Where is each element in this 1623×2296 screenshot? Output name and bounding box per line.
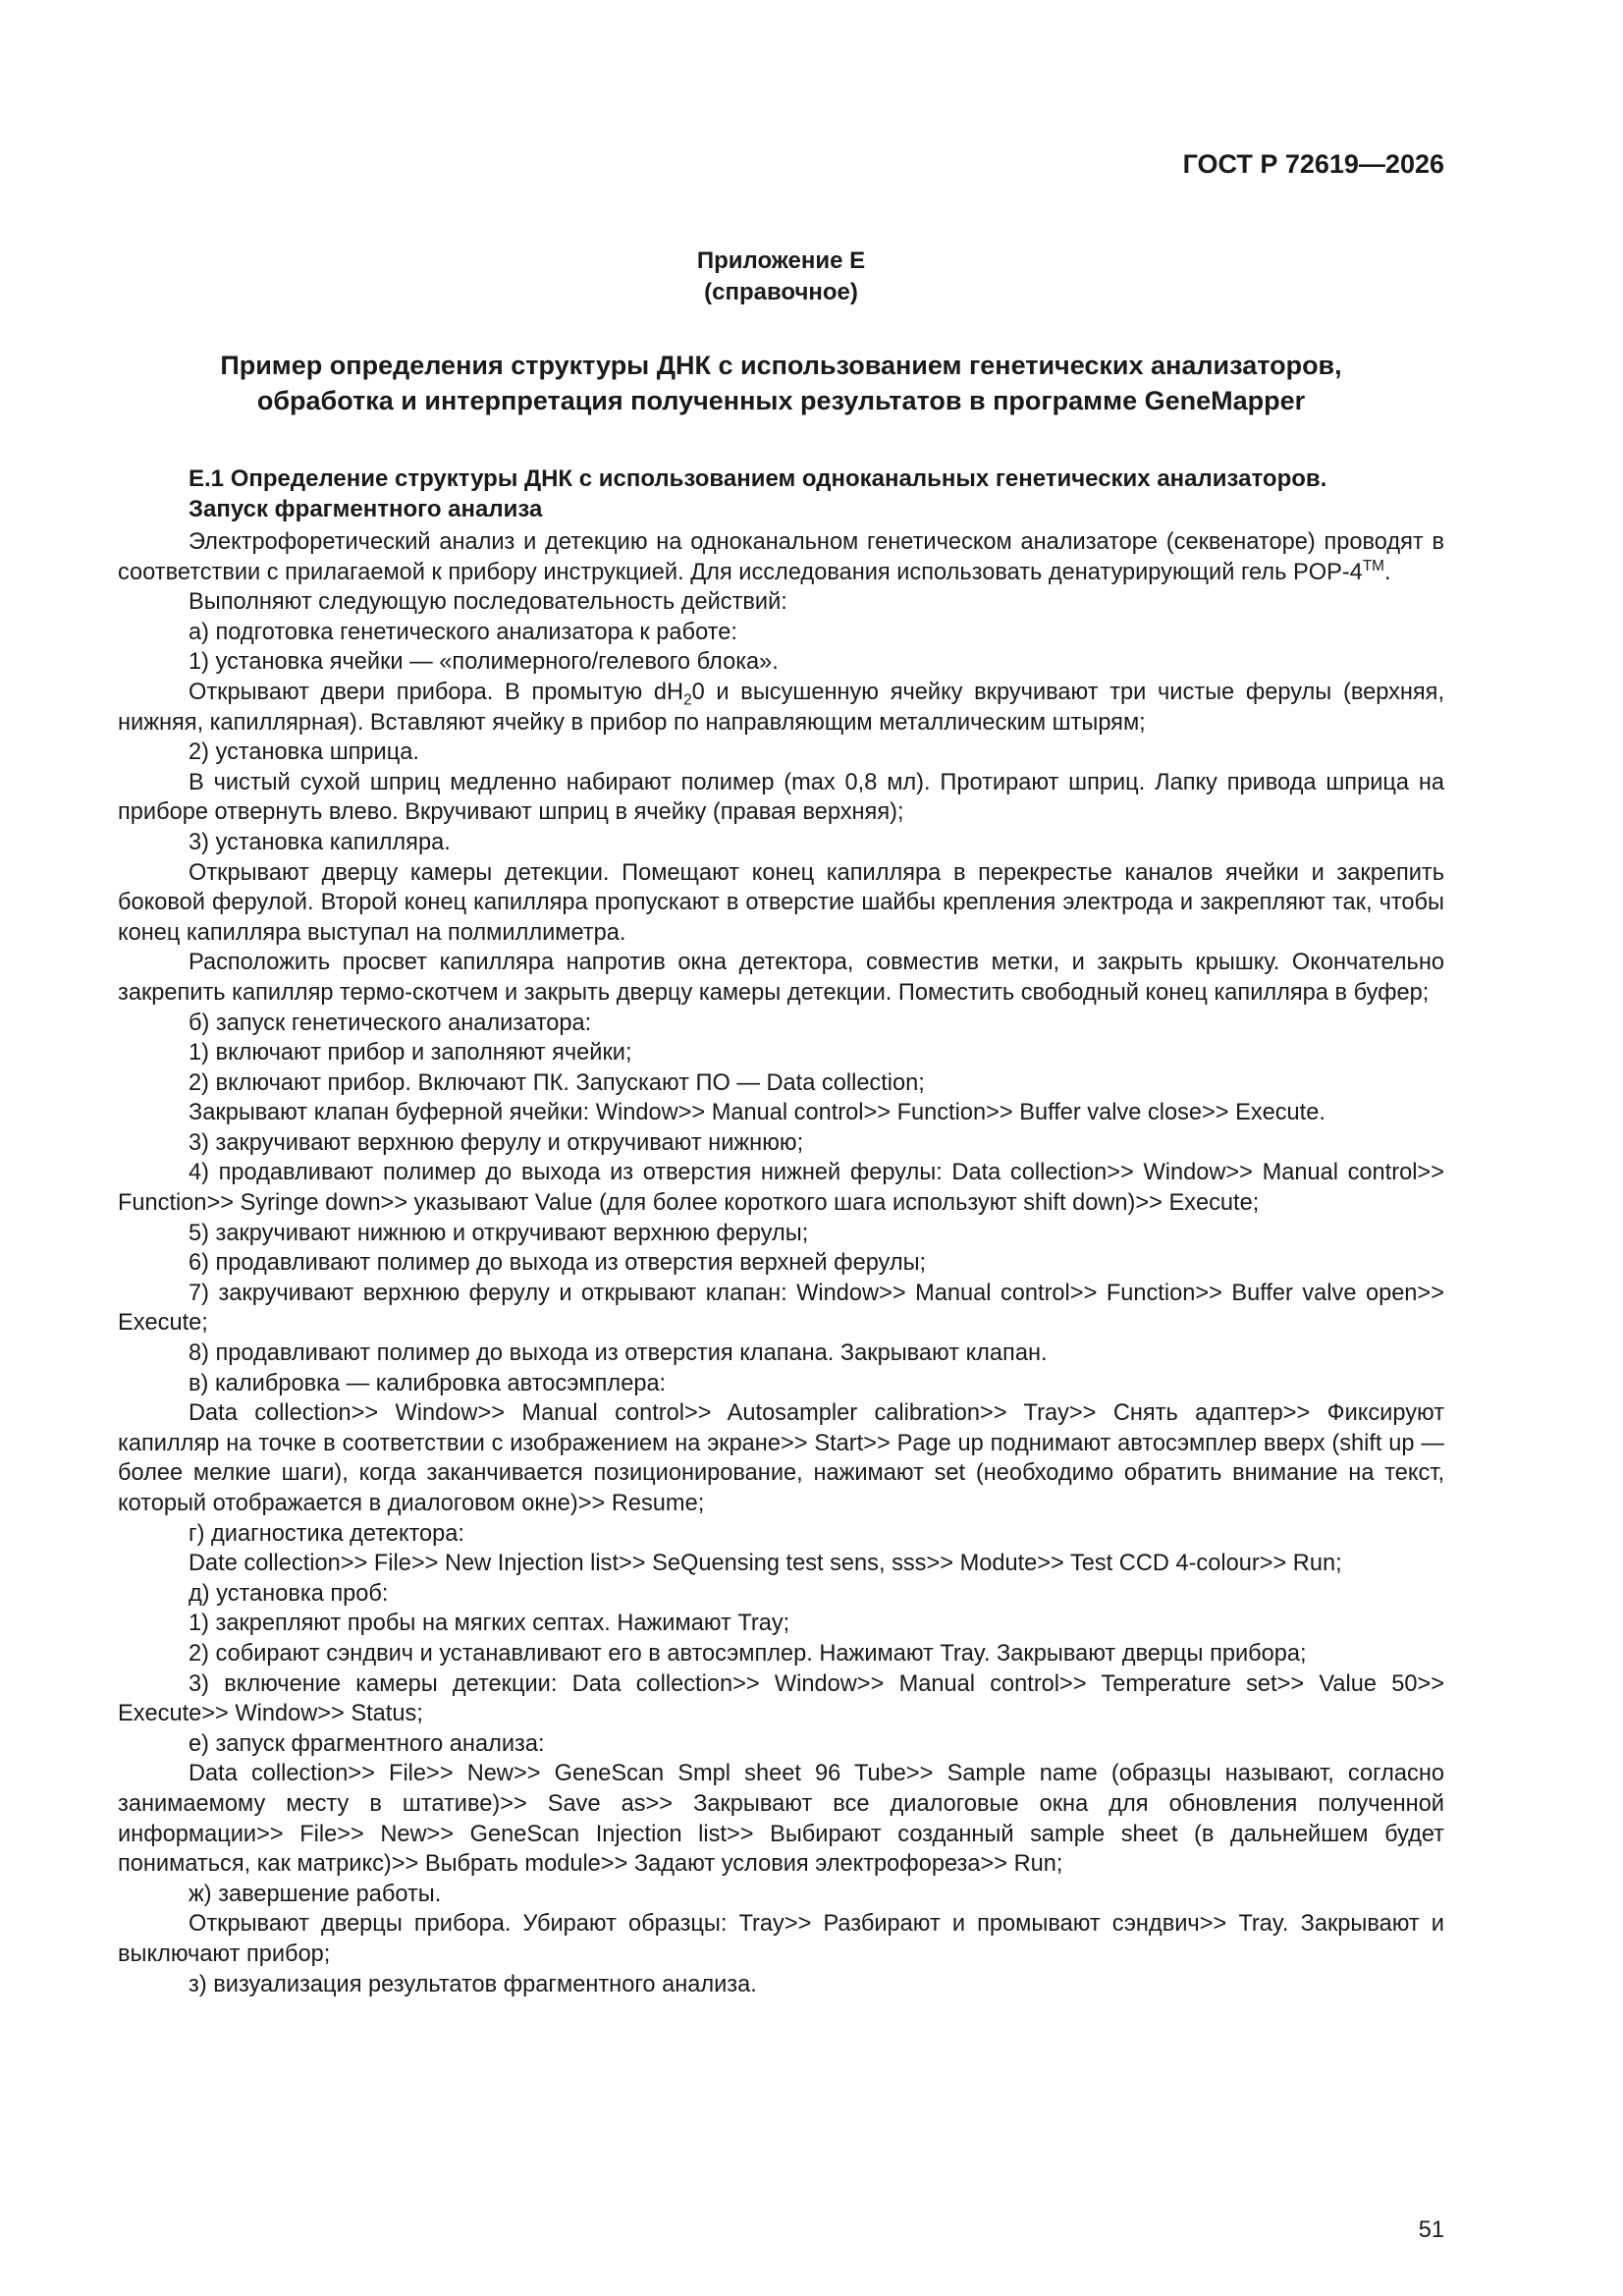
list-item: 2) установка шприца. bbox=[189, 739, 419, 766]
paragraph: Data collection>> Window>> Manual control>> Autosampler calibration>> Tray>> Снять адаптер>> Фиксируют капилляр на точке в соответствии с изображением на экране>> Start>> Page up поднимают автосэмплер вверх (shift up — более мелкие шаги), когда заканчивается позиционирование, нажимают set (необходимо обратить внимание на текст, который отображается в диалоговом окне)>> Resume; bbox=[118, 1400, 1444, 1516]
paragraph bbox=[118, 527, 1444, 587]
annex-title-line-1: Пример определения структуры ДНК с использованием генетических анализаторов, bbox=[220, 351, 1342, 380]
subscript: 2 bbox=[683, 691, 692, 709]
list-item: 1) установка ячейки — «полимерного/гелевого блока». bbox=[189, 649, 779, 676]
paragraph-text: Открывают двери прибора. В промытую dH bbox=[189, 679, 684, 705]
annex-label: Приложение Е bbox=[696, 247, 866, 274]
list-item: з) визуализация результатов фрагментного анализа. bbox=[189, 1971, 757, 1997]
paragraph: Выполняют следующую последовательность действий: bbox=[189, 589, 787, 616]
list-item: 3) установка капилляра. bbox=[189, 829, 451, 855]
list-item: 8) продавливают полимер до выхода из отверстия клапана. Закрывают клапан. bbox=[189, 1340, 1048, 1367]
page-number: 51 bbox=[1418, 2217, 1444, 2243]
list-item: 6) продавливают полимер до выхода из отверстия верхней ферулы; bbox=[189, 1250, 927, 1277]
list-item: 4) продавливают полимер до выхода из отверстия нижней ферулы: Data collection>> Window>> Manual control>> Function>> Syringe down>> указывают Value (для более короткого шага используют shift down)>> Execute; bbox=[118, 1160, 1444, 1217]
list-item: 3) включение камеры детекции: Data collection>> Window>> Manual control>> Temperature set>> Value 50>> Execute>> Window>> Status; bbox=[118, 1670, 1444, 1727]
annex-title-line-2: обработка и интерпретация полученных результатов в программе GeneMapper bbox=[256, 386, 1306, 415]
list-item: б) запуск генетического анализатора: bbox=[189, 1010, 592, 1036]
list-item: 2) включают прибор. Включают ПК. Запускают ПО — Data collection; bbox=[189, 1069, 925, 1096]
list-item: ж) завершение работы. bbox=[189, 1881, 442, 1907]
list-item: 1) закрепляют пробы на мягких септах. Нажимают Tray; bbox=[189, 1611, 790, 1637]
paragraph: В чистый сухой шприц медленно набирают полимер (max 0,8 мл). Протирают шприц. Лапку привода шприца на приборе отвернуть влево. Вкручивают шприц в ячейку (правая верхняя); bbox=[118, 769, 1444, 826]
list-item: в) калибровка — калибровка автосэмплера: bbox=[189, 1370, 667, 1396]
standard-code: ГОСТ Р 72619—2026 bbox=[1182, 149, 1444, 179]
paragraph-text-end: 0 и высушенную ячейку вкручивают три чистые ферулы (верхняя, нижняя, капиллярная). Вставляют ячейку в прибор по направляющим металлическим штырям; bbox=[118, 679, 1445, 736]
list-item: г) диагностика детектора: bbox=[189, 1520, 464, 1547]
paragraph: Закрывают клапан буферной ячейки: Window>> Manual control>> Function>> Buffer valve close>> Execute. bbox=[189, 1100, 1325, 1126]
list-item: 5) закручивают нижнюю и откручивают верхнюю ферулы; bbox=[189, 1220, 809, 1246]
section-heading-line-2: Запуск фрагментного анализа bbox=[189, 496, 543, 522]
paragraph: Date collection>> File>> New Injection list>> SeQuensing test sens, sss>> Modute>> Test CCD 4-colour>> Run; bbox=[189, 1551, 1342, 1577]
section-heading-line-1: Е.1 Определение структуры ДНК с использованием одноканальных генетических анализаторов. bbox=[189, 465, 1327, 492]
paragraph-text: Электрофоретический анализ и детекцию на одноканальном генетическом анализаторе (секвенаторе) проводят в соответствии с прилагаемой к прибору инструкцией. Для исследования использовать денатурирующий гель POP-4 bbox=[118, 529, 1444, 585]
trademark-superscript: TM bbox=[1362, 557, 1384, 574]
list-item: е) запуск фрагментного анализа: bbox=[189, 1730, 545, 1757]
list-item: 3) закручивают верхнюю ферулу и откручивают нижнюю; bbox=[189, 1129, 804, 1156]
list-item: 2) собирают сэндвич и устанавливают его в автосэмплер. Нажимают Tray. Закрывают дверцы прибора; bbox=[189, 1640, 1307, 1667]
paragraph: Открывают дверцы прибора. Убирают образцы: Tray>> Разбирают и промывают сэндвич>> Tray. Закрывают и выключают прибор; bbox=[118, 1911, 1444, 1967]
annex-type: (справочное) bbox=[704, 279, 858, 305]
list-item: д) установка проб: bbox=[189, 1580, 389, 1607]
paragraph: Расположить просвет капилляра напротив окна детектора, совместив метки, и закрыть крышку. Окончательно закрепить капилляр термо-скотчем и закрыть дверцу камеры детекции. Поместить свободный конец капилляра в буфер; bbox=[118, 950, 1444, 1006]
annex-title bbox=[118, 348, 1444, 418]
paragraph-text-end: . bbox=[1383, 559, 1391, 585]
paragraph: Data collection>> File>> New>> GeneScan Smpl sheet 96 Tube>> Sample name (образцы называют, согласно занимаемому месту в штативе)>> Save as>> Закрывают все диалоговые окна для обновления полученной информации>> File>> New>> GeneScan Injection list>> Выбирают созданный sample sheet (в дальнейшем будет пониматься, как матрикс)>> Выбрать module>> Задают условия электрофореза>> Run; bbox=[118, 1761, 1444, 1878]
section-body bbox=[118, 527, 1444, 1999]
section-heading bbox=[118, 464, 1444, 524]
paragraph bbox=[118, 678, 1444, 738]
list-item: а) подготовка генетического анализатора к работе: bbox=[189, 619, 737, 645]
list-item: 7) закручивают верхнюю ферулу и открывают клапан: Window>> Manual control>> Function>> Buffer valve open>> Execute; bbox=[118, 1280, 1444, 1337]
paragraph: Открывают дверцу камеры детекции. Помещают конец капилляра в перекрестье каналов ячейки и закрепить боковой ферулой. Второй конец капилляра пропускают в отверстие шайбы крепления электрода и закрепляют так, чтобы конец капилляра выступал на полмиллиметра. bbox=[118, 859, 1444, 946]
list-item: 1) включают прибор и заполняют ячейки; bbox=[189, 1040, 632, 1066]
